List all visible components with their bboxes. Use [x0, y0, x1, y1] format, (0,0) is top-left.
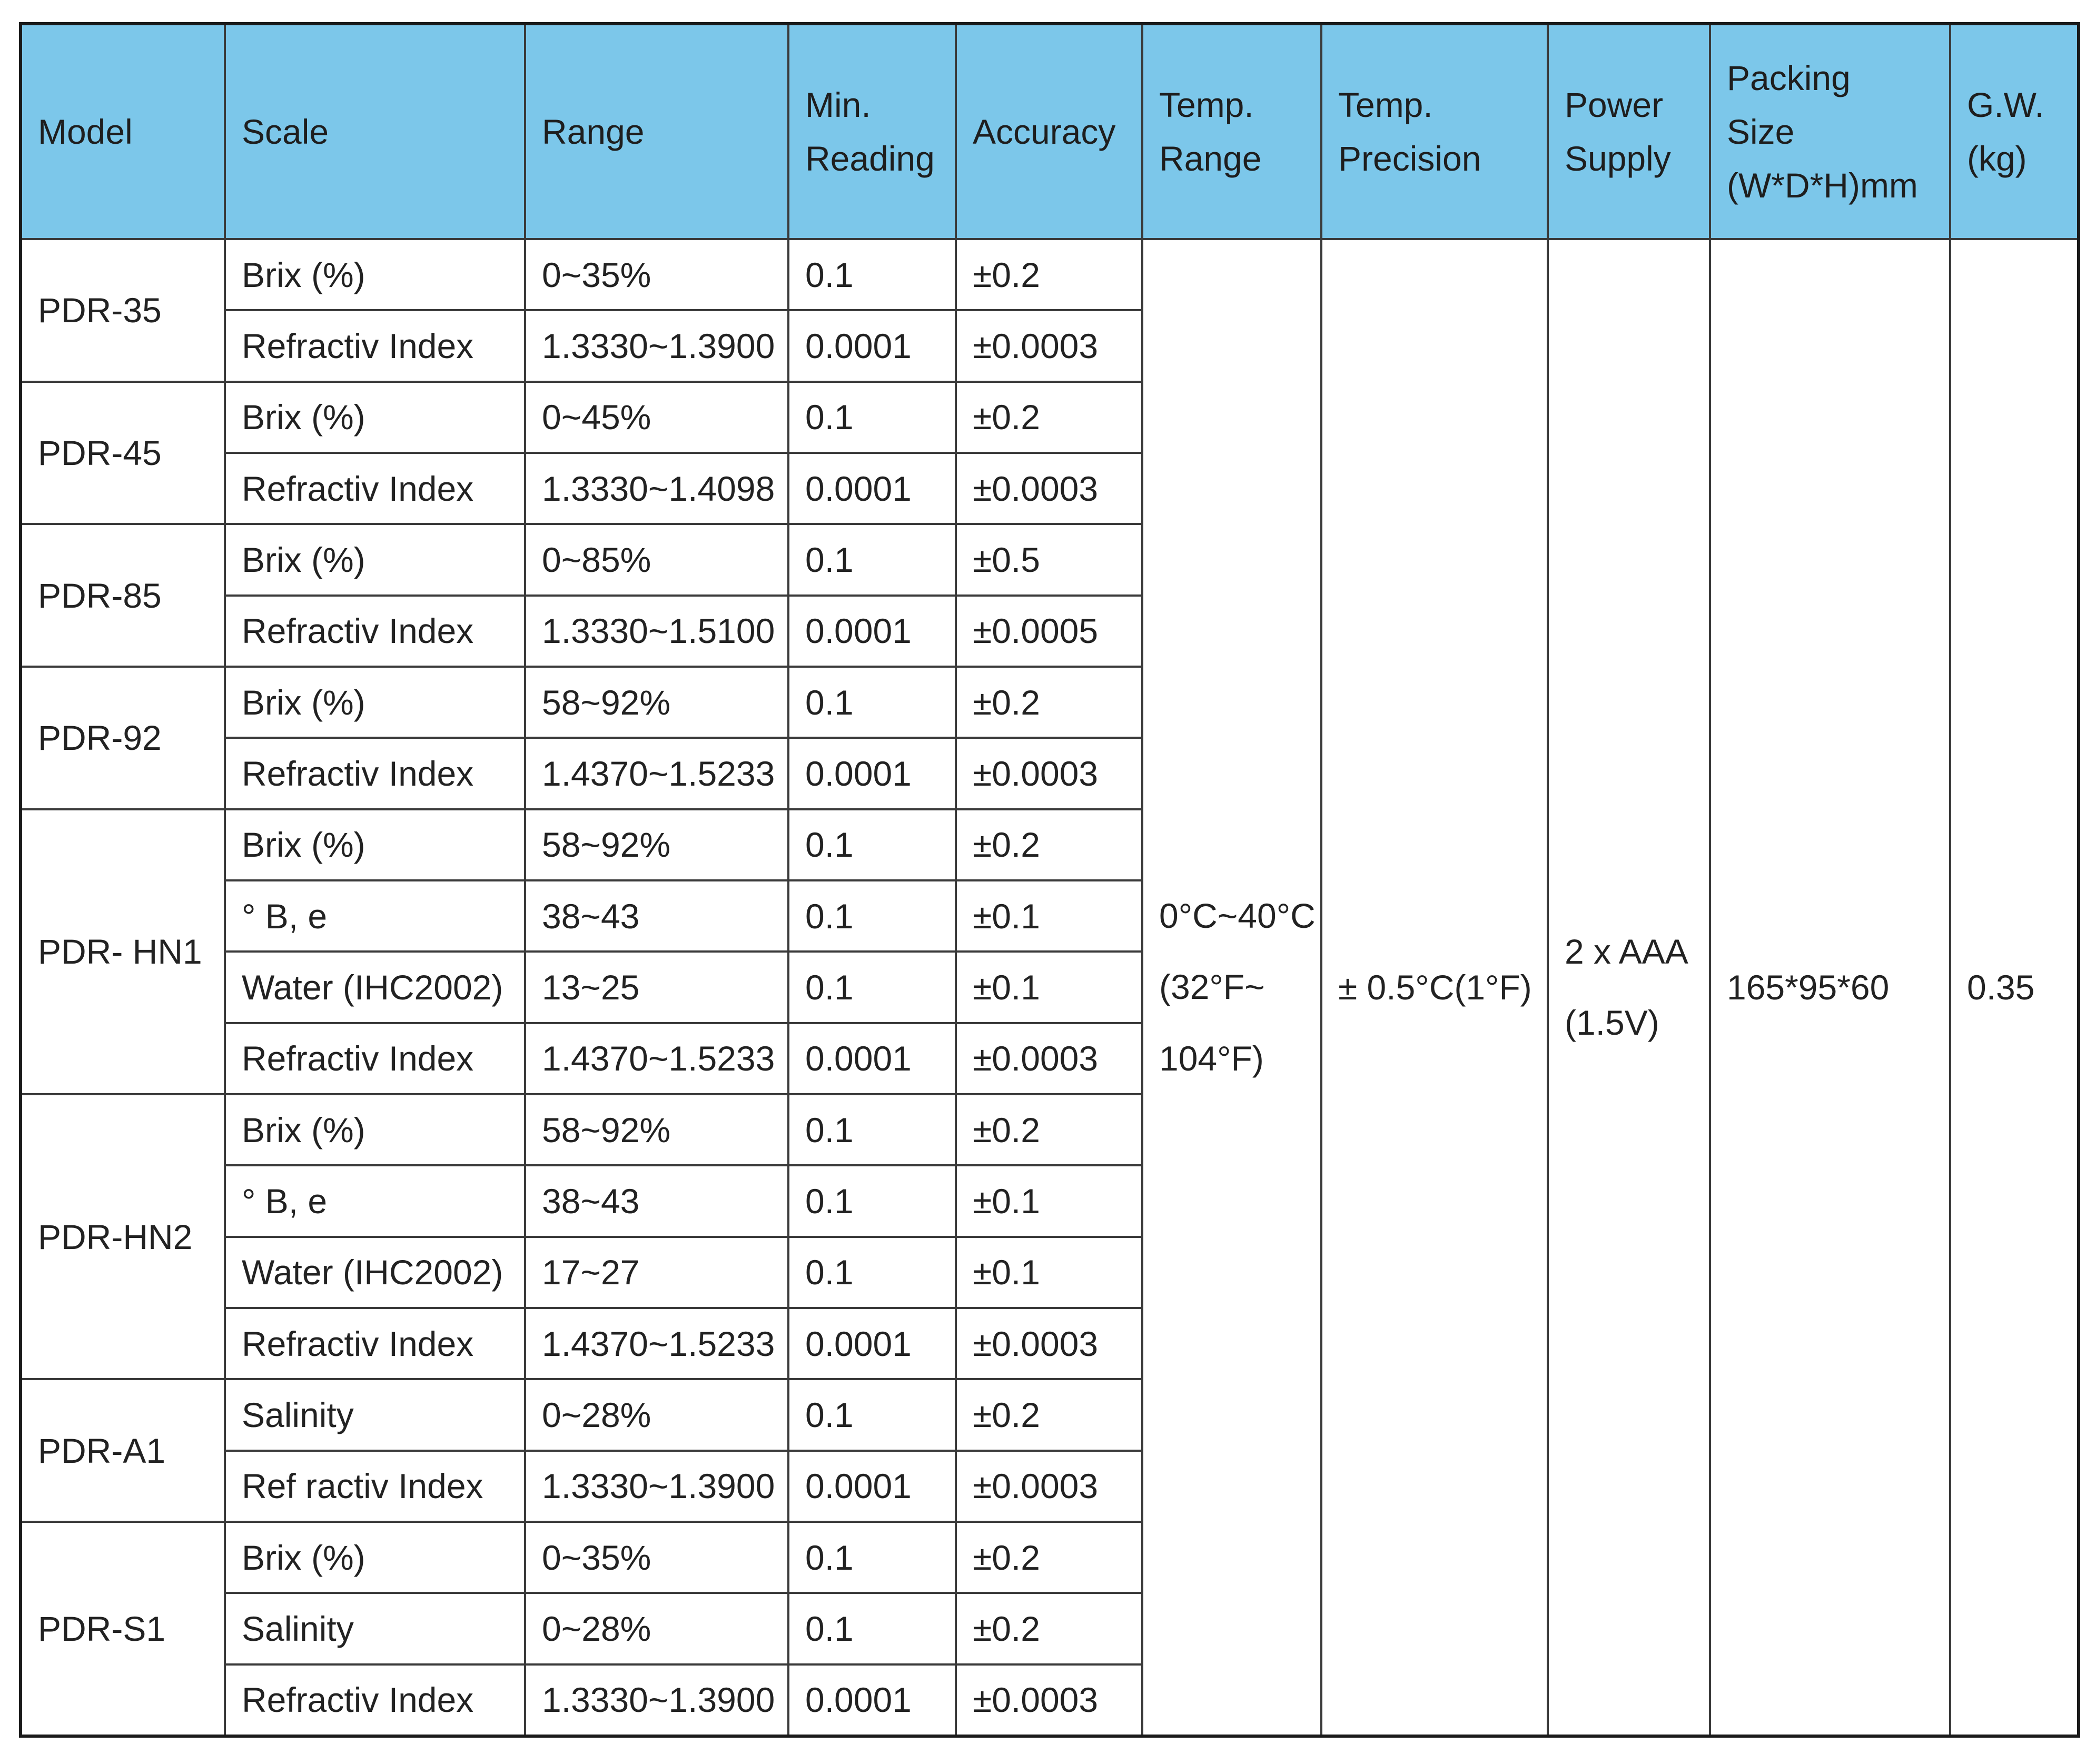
- scale-cell: Refractiv Index: [225, 1023, 525, 1094]
- model-cell: PDR-92: [21, 667, 225, 809]
- range-cell: 0~35%: [525, 1522, 788, 1593]
- accuracy-cell: ±0.0003: [956, 1664, 1142, 1736]
- table-header: [21, 24, 2079, 239]
- range-cell: 1.4370~1.5233: [525, 738, 788, 809]
- scale-cell: Water (IHC2002): [225, 952, 525, 1023]
- min-reading-cell: 0.0001: [788, 1451, 956, 1522]
- scale-cell: Brix (%): [225, 809, 525, 880]
- header-temp-range: [1142, 24, 1321, 239]
- scale-cell: Brix (%): [225, 382, 525, 453]
- accuracy-cell: ±0.0003: [956, 738, 1142, 809]
- temp-range-line: (32°F~: [1159, 967, 1265, 1007]
- scale-cell: Refractiv Index: [225, 738, 525, 809]
- temp-precision-cell: ± 0.5°C(1°F): [1321, 239, 1548, 1736]
- accuracy-cell: ±0.1: [956, 880, 1142, 952]
- header-range-label: Range: [542, 112, 645, 151]
- range-cell: 1.3330~1.4098: [525, 453, 788, 524]
- accuracy-cell: ±0.0003: [956, 453, 1142, 524]
- table-body: [21, 239, 2079, 1736]
- min-reading-cell: 0.1: [788, 1522, 956, 1593]
- header-temp-precision: [1321, 24, 1548, 239]
- min-reading-cell: 0.1: [788, 239, 956, 310]
- accuracy-cell: ±0.5: [956, 524, 1142, 595]
- accuracy-cell: ±0.2: [956, 239, 1142, 310]
- min-reading-cell: 0.1: [788, 382, 956, 453]
- model-cell: PDR-35: [21, 239, 225, 382]
- accuracy-cell: ±0.0003: [956, 310, 1142, 381]
- scale-cell: Salinity: [225, 1593, 525, 1664]
- min-reading-cell: 0.1: [788, 1094, 956, 1165]
- power-supply-cell: [1548, 239, 1710, 1736]
- accuracy-cell: ±0.2: [956, 1379, 1142, 1450]
- range-cell: 0~35%: [525, 239, 788, 310]
- header-packing-size: [1710, 24, 1950, 239]
- range-cell: 0~28%: [525, 1379, 788, 1450]
- model-cell: PDR-HN2: [21, 1094, 225, 1379]
- min-reading-cell: 0.0001: [788, 453, 956, 524]
- header-packing-size-line: (W*D*H)mm: [1727, 166, 1918, 205]
- range-cell: 13~25: [525, 952, 788, 1023]
- scale-cell: Refractiv Index: [225, 1308, 525, 1379]
- header-min-reading-line: Min.: [805, 85, 871, 124]
- min-reading-cell: 0.1: [788, 1379, 956, 1450]
- model-cell: PDR-A1: [21, 1379, 225, 1522]
- header-min-reading-line: Reading: [805, 139, 935, 178]
- min-reading-cell: 0.1: [788, 524, 956, 595]
- range-cell: 1.4370~1.5233: [525, 1308, 788, 1379]
- temp-range-line: 104°F): [1159, 1038, 1264, 1078]
- header-temp-precision-line: Precision: [1338, 139, 1481, 178]
- scale-cell: ° B, e: [225, 880, 525, 952]
- range-cell: 38~43: [525, 880, 788, 952]
- range-cell: 38~43: [525, 1165, 788, 1236]
- scale-cell: Brix (%): [225, 239, 525, 310]
- spec-table: [19, 22, 2080, 1738]
- header-gw-line: (kg): [1967, 139, 2027, 178]
- min-reading-cell: 0.0001: [788, 310, 956, 381]
- accuracy-cell: ±0.0003: [956, 1023, 1142, 1094]
- scale-cell: Brix (%): [225, 1094, 525, 1165]
- scale-cell: ° B, e: [225, 1165, 525, 1236]
- header-power-supply-line: Supply: [1565, 139, 1671, 178]
- accuracy-cell: ±0.2: [956, 1593, 1142, 1664]
- header-model-label: Model: [38, 112, 133, 151]
- range-cell: 58~92%: [525, 667, 788, 738]
- packing-size-cell: 165*95*60: [1710, 239, 1950, 1736]
- range-cell: 0~85%: [525, 524, 788, 595]
- accuracy-cell: ±0.2: [956, 809, 1142, 880]
- range-cell: 0~28%: [525, 1593, 788, 1664]
- header-accuracy: [956, 24, 1142, 239]
- accuracy-cell: ±0.2: [956, 382, 1142, 453]
- min-reading-cell: 0.1: [788, 1165, 956, 1236]
- scale-cell: Refractiv Index: [225, 310, 525, 381]
- header-scale-label: Scale: [242, 112, 329, 151]
- gw-cell: 0.35: [1950, 239, 2079, 1736]
- range-cell: 17~27: [525, 1237, 788, 1308]
- power-supply-line: (1.5V): [1565, 1003, 1659, 1042]
- range-cell: 58~92%: [525, 809, 788, 880]
- min-reading-cell: 0.0001: [788, 1308, 956, 1379]
- accuracy-cell: ±0.0005: [956, 596, 1142, 667]
- header-packing-size-line: Size: [1727, 112, 1795, 151]
- model-cell: PDR-S1: [21, 1522, 225, 1736]
- range-cell: 1.3330~1.5100: [525, 596, 788, 667]
- header-range: [525, 24, 788, 239]
- scale-cell: Brix (%): [225, 524, 525, 595]
- scale-cell: Brix (%): [225, 667, 525, 738]
- header-power-supply-line: Power: [1565, 85, 1664, 124]
- scale-cell: Ref ractiv Index: [225, 1451, 525, 1522]
- temp-range-line: 0°C~40°C: [1159, 896, 1316, 936]
- min-reading-cell: 0.1: [788, 1593, 956, 1664]
- min-reading-cell: 0.1: [788, 809, 956, 880]
- accuracy-cell: ±0.2: [956, 1094, 1142, 1165]
- range-cell: 0~45%: [525, 382, 788, 453]
- min-reading-cell: 0.0001: [788, 1664, 956, 1736]
- range-cell: 1.3330~1.3900: [525, 310, 788, 381]
- range-cell: 1.3330~1.3900: [525, 1451, 788, 1522]
- accuracy-cell: ±0.2: [956, 667, 1142, 738]
- scale-cell: Refractiv Index: [225, 596, 525, 667]
- accuracy-cell: ±0.0003: [956, 1451, 1142, 1522]
- min-reading-cell: 0.1: [788, 1237, 956, 1308]
- min-reading-cell: 0.0001: [788, 738, 956, 809]
- accuracy-cell: ±0.0003: [956, 1308, 1142, 1379]
- scale-cell: Refractiv Index: [225, 1664, 525, 1736]
- min-reading-cell: 0.0001: [788, 1023, 956, 1094]
- header-row: [21, 24, 2079, 239]
- accuracy-cell: ±0.1: [956, 1237, 1142, 1308]
- header-min-reading: [788, 24, 956, 239]
- accuracy-cell: ±0.1: [956, 952, 1142, 1023]
- header-power-supply: [1548, 24, 1710, 239]
- scale-cell: Water (IHC2002): [225, 1237, 525, 1308]
- accuracy-cell: ±0.2: [956, 1522, 1142, 1593]
- header-scale: [225, 24, 525, 239]
- header-gw: [1950, 24, 2079, 239]
- header-temp-precision-line: Temp.: [1338, 85, 1433, 124]
- scale-cell: Refractiv Index: [225, 453, 525, 524]
- header-temp-range-line: Range: [1159, 139, 1262, 178]
- model-cell: PDR- HN1: [21, 809, 225, 1094]
- range-cell: 1.4370~1.5233: [525, 1023, 788, 1094]
- header-gw-line: G.W.: [1967, 85, 2044, 124]
- range-cell: 58~92%: [525, 1094, 788, 1165]
- model-cell: PDR-45: [21, 382, 225, 524]
- min-reading-cell: 0.0001: [788, 596, 956, 667]
- min-reading-cell: 0.1: [788, 880, 956, 952]
- table-row: [21, 239, 2079, 310]
- min-reading-cell: 0.1: [788, 952, 956, 1023]
- header-temp-range-line: Temp.: [1159, 85, 1254, 124]
- header-model: [21, 24, 225, 239]
- accuracy-cell: ±0.1: [956, 1165, 1142, 1236]
- header-accuracy-label: Accuracy: [973, 112, 1116, 151]
- header-packing-size-line: Packing: [1727, 58, 1851, 97]
- temp-range-cell: [1142, 239, 1321, 1736]
- power-supply-line: 2 x AAA: [1565, 931, 1688, 971]
- range-cell: 1.3330~1.3900: [525, 1664, 788, 1736]
- scale-cell: Salinity: [225, 1379, 525, 1450]
- min-reading-cell: 0.1: [788, 667, 956, 738]
- scale-cell: Brix (%): [225, 1522, 525, 1593]
- model-cell: PDR-85: [21, 524, 225, 667]
